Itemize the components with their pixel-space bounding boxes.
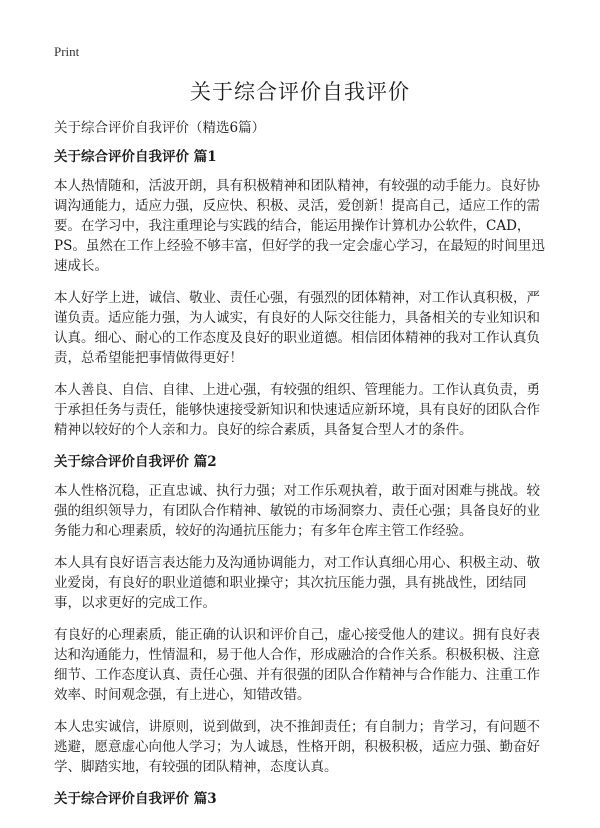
paragraph: 本人具有良好语言表达能力及沟通协调能力，对工作认真细心用心、积极主动、敬业爱岗，有良好的职业道德和职业操守；其次抗压能力强，具有挑战性，团结同事，以求更好的完成工作。 — [54, 555, 540, 611]
paragraph: 本人热情随和，活波开朗，具有积极精神和团队精神，有较强的动手能力。良好协调沟通能力，适应力强，反应快、积极、灵活，爱创新！提高自己，适应工作的需要。在学习中，我注重理论与实践的结合，能运用操作计算机办公软件，CAD，PS。虽然在工作上经验不够丰富，但好学的我一定会虚心学习，在最短的时间里迅速成长。 — [54, 178, 545, 274]
document-subtitle: 关于综合评价自我评价（精选6篇） — [54, 120, 266, 136]
document-title: 关于综合评价自我评价 — [190, 80, 410, 104]
section-heading: 关于综合评价自我评价 篇3 — [54, 791, 217, 807]
section-3 — [54, 789, 546, 809]
paragraph: 本人忠实诚信，讲原则，说到做到，决不推卸责任；有自制力；肯学习，有问题不逃避，愿意虚心向他人学习；为人诚恳，性格开朗，积极积极，适应力强、勤奋好学、脚踏实地，有较强的团队精神，态度认真。 — [54, 719, 540, 775]
section-heading: 关于综合评价自我评价 篇1 — [54, 149, 217, 165]
section-2 — [54, 452, 546, 777]
document-body — [54, 118, 546, 818]
paragraph: 本人好学上进，诚信、敬业、责任心强，有强烈的团体精神，对工作认真积极，严谨负责。适应能力强，为人诚实，有良好的人际交往能力，具备相关的专业知识和认真。细心、耐心的工作态度及良好的职业道德。相信团体精神的我对工作认真负责，总希望能把事情做得更好！ — [54, 290, 540, 366]
paragraph: 本人善良、自信、自律、上进心强，有较强的组织、管理能力。工作认真负责，勇于承担任务与责任，能够快速接受新知识和快速适应新环境，具有良好的团队合作精神以较好的个人亲和力。良好的综合素质，具备复合型人才的条件。 — [54, 382, 540, 438]
section-heading: 关于综合评价自我评价 篇2 — [54, 454, 217, 470]
paragraph: 有良好的心理素质，能正确的认识和评价自己，虚心接受他人的建议。拥有良好表达和沟通能力，性情温和，易于他人合作，形成融洽的合作关系。积极积极、注意细节、工作态度认真、责任心强、并有很强的团队合作精神与合作能力、注重工作效率、时间观念强，有上进心，知错改错。 — [54, 627, 540, 703]
section-1 — [54, 147, 546, 440]
print-link[interactable]: Print — [54, 44, 80, 59]
paragraph: 本人性格沉稳，正直忠诚、执行力强；对工作乐观执着，敢于面对困难与挑战。较强的组织领导力，有团队合作精神、敏锐的市场洞察力、责任心强；具备良好的业务能力和心理素质，较好的沟通抗压能力；有多年仓库主管工作经验。 — [54, 483, 540, 539]
